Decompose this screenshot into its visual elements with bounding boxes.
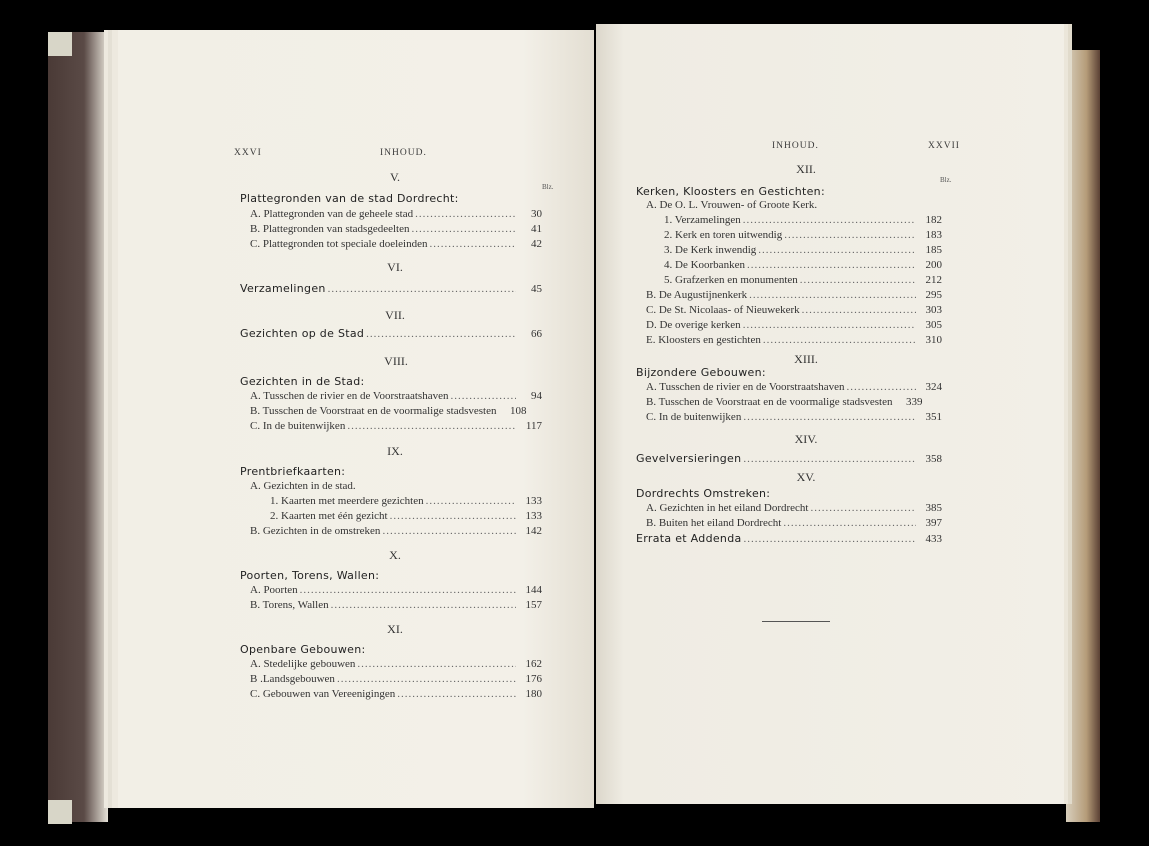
book-cover-right <box>1066 50 1100 822</box>
toc-entry[interactable] <box>646 199 942 214</box>
leader-dots <box>366 328 516 340</box>
entry-label: B. De Augustijnenkerk <box>646 289 748 301</box>
entry-page: 133 <box>525 495 542 507</box>
entry-label: A. Gezichten in het eiland Dordrecht <box>646 502 809 514</box>
section-numeral: V. <box>389 170 401 184</box>
section-numeral: XIV. <box>794 432 818 446</box>
entry-label: 2. Kerk en toren uitwendig <box>664 229 783 241</box>
leader-dots <box>743 319 916 331</box>
entry-label: B .Landsgebouwen <box>250 673 335 685</box>
section-numeral: VII. <box>385 308 405 322</box>
section-heading: Prentbriefkaarten: <box>240 465 346 478</box>
toc-entry[interactable] <box>646 517 942 532</box>
toc-entry[interactable] <box>250 599 542 614</box>
entry-page: 45 <box>531 283 542 295</box>
entry-page: 133 <box>525 510 542 522</box>
entry-label: 4. De Koorbanken <box>664 259 745 271</box>
toc-entry[interactable] <box>646 319 942 334</box>
book-cover-left <box>48 32 108 822</box>
entry-page: 200 <box>925 259 942 271</box>
cover-corner-bottom <box>48 800 72 824</box>
right-page <box>596 24 1064 804</box>
section-heading: Gezichten in de Stad: <box>240 375 365 388</box>
entry-page: 117 <box>525 420 542 432</box>
entry-page: 144 <box>525 584 542 596</box>
leader-dots <box>450 390 516 402</box>
entry-page: 385 <box>925 502 942 514</box>
toc-entry[interactable] <box>240 282 542 297</box>
entry-label: 1. Kaarten met meerdere gezichten <box>270 495 424 507</box>
leader-dots <box>337 673 516 685</box>
toc-entry[interactable] <box>250 584 542 599</box>
entry-page: 142 <box>525 525 542 537</box>
toc-entry[interactable] <box>646 304 942 319</box>
leader-dots <box>783 517 916 529</box>
entry-page: 183 <box>925 229 942 241</box>
entry-label: A. De O. L. Vrouwen- of Groote Kerk. <box>646 199 818 211</box>
leader-dots <box>763 334 916 346</box>
leader-dots <box>300 584 516 596</box>
entry-label: A. Stedelijke gebouwen <box>250 658 356 670</box>
toc-entry[interactable] <box>270 495 542 510</box>
leader-dots <box>743 214 916 226</box>
leader-dots <box>397 688 516 700</box>
toc-entry[interactable] <box>250 480 542 495</box>
entry-page: 108 <box>509 405 527 417</box>
entry-page: 212 <box>925 274 942 286</box>
entry-label: C. De St. Nicolaas- of Nieuwekerk <box>646 304 800 316</box>
left-page <box>118 30 594 808</box>
entry-page: 303 <box>925 304 942 316</box>
entry-label: E. Kloosters en gestichten <box>646 334 761 346</box>
toc-entry[interactable] <box>250 238 542 253</box>
leader-dots <box>749 289 916 301</box>
running-head-title: INHOUD. <box>380 148 427 158</box>
entry-label: C. In de buitenwijken <box>646 411 742 423</box>
entry-label: 5. Grafzerken en monumenten <box>664 274 798 286</box>
section-heading: Errata et Addenda <box>636 532 742 545</box>
entry-page: 94 <box>531 390 542 402</box>
section-numeral: X. <box>389 548 401 562</box>
leader-dots <box>758 244 916 256</box>
section-heading: Gevelversieringen <box>636 452 742 465</box>
section-heading: Dordrechts Omstreken: <box>636 487 771 500</box>
entry-label: 1. Verzamelingen <box>664 214 741 226</box>
entry-label: B. Buiten het eiland Dordrecht <box>646 517 782 529</box>
leader-dots <box>811 502 917 514</box>
section-heading: Verzamelingen <box>240 282 326 295</box>
leader-dots <box>415 208 516 220</box>
toc-entry[interactable] <box>250 658 542 673</box>
entry-label: B. Tusschen de Voorstraat en de voormalige stadsvesten <box>250 405 497 417</box>
section-heading: Gezichten op de Stad <box>240 327 365 340</box>
closing-rule <box>762 621 830 622</box>
entry-page: 176 <box>525 673 542 685</box>
leader-dots <box>357 658 516 670</box>
entry-page: 157 <box>525 599 542 611</box>
entry-label: A. Poorten <box>250 584 298 596</box>
toc-entry[interactable] <box>646 396 942 411</box>
toc-entry[interactable] <box>664 229 942 244</box>
entry-label: 3. De Kerk inwendig <box>664 244 757 256</box>
section-heading: Poorten, Torens, Wallen: <box>240 569 380 582</box>
entry-page: 41 <box>531 223 542 235</box>
entry-page: 180 <box>525 688 542 700</box>
toc-entry[interactable] <box>636 452 942 467</box>
entry-label: A. Tusschen de rivier en de Voorstraatshaven <box>250 390 449 402</box>
toc-entry[interactable] <box>664 259 942 274</box>
toc-entry[interactable] <box>646 381 942 396</box>
toc-entry[interactable] <box>250 405 542 420</box>
section-heading: Plattegronden van de stad Dordrecht: <box>240 192 459 205</box>
entry-page: 324 <box>925 381 942 393</box>
leader-dots <box>411 223 516 235</box>
blz-label: Blz. <box>940 176 952 184</box>
entry-page: 358 <box>925 453 942 465</box>
leader-dots <box>747 259 916 271</box>
entry-page: 310 <box>925 334 942 346</box>
toc-entry[interactable] <box>646 289 942 304</box>
section-numeral: XV. <box>796 470 816 484</box>
leader-dots <box>744 533 916 545</box>
leader-dots <box>784 229 916 241</box>
leader-dots <box>846 381 916 393</box>
entry-page: 182 <box>925 214 942 226</box>
leader-dots <box>429 238 516 250</box>
leader-dots <box>743 453 916 465</box>
entry-label: A. Gezichten in de stad. <box>250 480 356 492</box>
entry-label: 2. Kaarten met één gezicht <box>270 510 388 522</box>
toc-entry[interactable] <box>250 688 542 703</box>
entry-page: 339 <box>905 396 923 408</box>
section-numeral: VIII. <box>384 354 408 368</box>
toc-entry[interactable] <box>270 510 542 525</box>
entry-label: C. In de buitenwijken <box>250 420 346 432</box>
section-numeral: XII. <box>796 162 816 176</box>
entry-page: 66 <box>531 328 542 340</box>
leader-dots <box>743 411 916 423</box>
entry-page: 42 <box>531 238 542 250</box>
toc-entry[interactable] <box>240 327 542 342</box>
toc-entry[interactable] <box>664 214 942 229</box>
leader-dots <box>328 283 516 295</box>
leader-dots <box>800 274 916 286</box>
running-head-number: XXVI <box>234 148 262 158</box>
blz-label: Blz. <box>542 183 554 191</box>
entry-page: 162 <box>525 658 542 670</box>
toc-entry[interactable] <box>646 411 942 426</box>
toc-entry[interactable] <box>664 274 942 289</box>
section-heading: Openbare Gebouwen: <box>240 643 366 656</box>
entry-label: A. Tusschen de rivier en de Voorstraatshaven <box>646 381 845 393</box>
toc-entry[interactable] <box>250 208 542 223</box>
entry-page: 397 <box>925 517 942 529</box>
entry-label: D. De overige kerken <box>646 319 741 331</box>
entry-page: 351 <box>925 411 942 423</box>
toc-entry[interactable] <box>636 532 942 547</box>
section-heading: Kerken, Kloosters en Gestichten: <box>636 185 825 198</box>
entry-label: A. Plattegronden van de geheele stad <box>250 208 414 220</box>
entry-label: B. Tusschen de Voorstraat en de voormalige stadsvesten <box>646 396 893 408</box>
toc-entry[interactable] <box>250 223 542 238</box>
leader-dots <box>390 510 516 522</box>
entry-label: C. Gebouwen van Vereenigingen <box>250 688 396 700</box>
entry-page: 185 <box>925 244 942 256</box>
toc-entry[interactable] <box>250 673 542 688</box>
running-head-title: INHOUD. <box>772 141 819 151</box>
toc-entry[interactable] <box>646 502 942 517</box>
section-heading: Bijzondere Gebouwen: <box>636 366 766 379</box>
entry-label: B. Gezichten in de omstreken <box>250 525 381 537</box>
toc-entry[interactable] <box>250 390 542 405</box>
leader-dots <box>331 599 516 611</box>
toc-entry[interactable] <box>250 420 542 435</box>
entry-page: 295 <box>925 289 942 301</box>
section-numeral: XIII. <box>794 352 818 366</box>
section-numeral: IX. <box>387 444 403 458</box>
entry-label: C. Plattegronden tot speciale doeleinden <box>250 238 428 250</box>
running-head-number: XXVII <box>928 141 960 151</box>
toc-entry[interactable] <box>250 525 542 540</box>
entry-label: B. Torens, Wallen <box>250 599 329 611</box>
entry-page: 30 <box>531 208 542 220</box>
section-numeral: VI. <box>387 260 403 274</box>
leader-dots <box>426 495 516 507</box>
toc-entry[interactable] <box>646 334 942 349</box>
section-numeral: XI. <box>387 622 403 636</box>
leader-dots <box>802 304 916 316</box>
entry-page: 433 <box>925 533 942 545</box>
cover-corner-top <box>48 32 72 56</box>
entry-page: 305 <box>925 319 942 331</box>
leader-dots <box>382 525 516 537</box>
leader-dots <box>347 420 516 432</box>
toc-entry[interactable] <box>664 244 942 259</box>
entry-label: B. Plattegronden van stadsgedeelten <box>250 223 410 235</box>
